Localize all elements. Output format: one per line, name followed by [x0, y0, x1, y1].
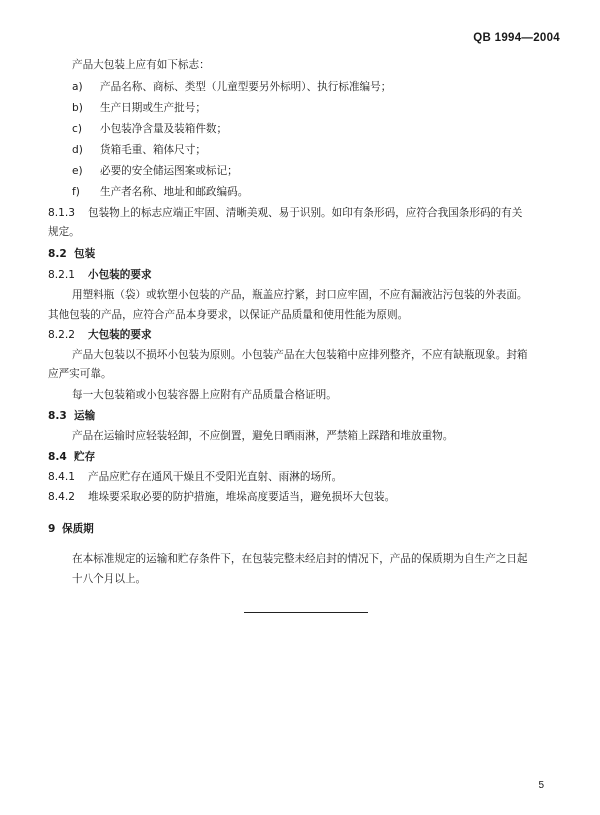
label-item-c — [72, 122, 227, 136]
clause-8-1-3-cont: 规定。 — [48, 226, 80, 238]
label-mark: b) — [72, 102, 83, 114]
label-text: 产品名称、商标、类型（儿童型要另外标明）、执行标准编号； — [100, 81, 392, 93]
labels-intro: 产品大包装上应有如下标志： — [72, 59, 210, 71]
section-number: 8.2 — [48, 248, 67, 260]
clause-8-1-3 — [48, 206, 522, 220]
clause-number: 8.2.1 — [48, 269, 75, 281]
section-9-para: 在本标准规定的运输和贮存条件下，在包装完整未经启封的情况下，产品的保质期为自生产之日起 — [72, 553, 528, 565]
label-mark: e) — [72, 165, 83, 177]
label-item-d — [72, 143, 206, 157]
clause-8-2-1-para-1: 用塑料瓶（袋）或软塑小包装的产品，瓶盖应拧紧，封口应牢固，不应有漏液沾污包装的外表面。 — [72, 289, 528, 301]
section-title: 贮存 — [74, 451, 96, 463]
clause-8-2-2 — [48, 328, 152, 342]
label-mark: f) — [72, 186, 80, 198]
label-text: 生产者名称、地址和邮政编码。 — [100, 186, 249, 198]
clause-text: 包装物上的标志应端正牢固、清晰美观、易于识别。如印有条形码，应符合我国条形码的有关 — [88, 207, 523, 219]
section-number: 9 — [48, 523, 56, 535]
clause-text: 产品应贮存在通风干燥且不受阳光直射、雨淋的场所。 — [88, 471, 343, 483]
clause-8-2-2-para-1-cont: 应严实可靠。 — [48, 368, 112, 380]
section-8-3 — [48, 409, 95, 423]
label-mark: d) — [72, 144, 83, 156]
label-item-b — [72, 101, 206, 115]
label-item-a — [72, 80, 391, 94]
section-number: 8.4 — [48, 451, 67, 463]
clause-title: 小包装的要求 — [88, 269, 152, 281]
clause-8-2-2-para-1: 产品大包装以不损坏小包装为原则。小包装产品在大包装箱中应排列整齐，不应有缺瓶现象。封箱 — [72, 349, 528, 361]
label-text: 货箱毛重、箱体尺寸； — [100, 144, 206, 156]
section-title: 包装 — [74, 248, 96, 260]
clause-8-2-2-para-2: 每一大包装箱或小包装容器上应附有产品质量合格证明。 — [72, 389, 337, 401]
label-text: 必要的安全储运图案或标记； — [100, 165, 238, 177]
clause-8-4-2 — [48, 490, 395, 504]
section-9 — [48, 522, 94, 536]
clause-8-4-1 — [48, 470, 342, 484]
clause-8-2-1-para-2: 其他包装的产品，应符合产品本身要求，以保证产品质量和使用性能为原则。 — [48, 309, 409, 321]
page-number: 5 — [538, 780, 544, 791]
section-8-3-text: 产品在运输时应轻装轻卸，不应倒置，避免日晒雨淋，严禁箱上踩踏和堆放重物。 — [72, 430, 454, 442]
clause-number: 8.2.2 — [48, 329, 75, 341]
clause-text: 堆垛要采取必要的防护措施，堆垛高度要适当，避免损坏大包装。 — [88, 491, 396, 503]
end-divider — [244, 612, 368, 613]
clause-number: 8.1.3 — [48, 207, 75, 219]
label-item-e — [72, 164, 238, 178]
section-8-4 — [48, 450, 95, 464]
clause-title: 大包装的要求 — [88, 329, 152, 341]
label-mark: c) — [72, 123, 82, 135]
section-9-para-cont: 十八个月以上。 — [72, 573, 147, 585]
clause-number: 8.4.1 — [48, 471, 75, 483]
label-text: 生产日期或生产批号； — [100, 102, 206, 114]
section-title: 运输 — [74, 410, 96, 422]
clause-number: 8.4.2 — [48, 491, 75, 503]
clause-8-2-1 — [48, 268, 152, 282]
section-title: 保质期 — [62, 523, 94, 535]
label-item-f — [72, 185, 248, 199]
standard-code: QB 1994—2004 — [473, 32, 560, 44]
label-text: 小包装净含量及装箱件数； — [100, 123, 228, 135]
section-number: 8.3 — [48, 410, 67, 422]
section-8-2 — [48, 247, 95, 261]
label-mark: a) — [72, 81, 83, 93]
